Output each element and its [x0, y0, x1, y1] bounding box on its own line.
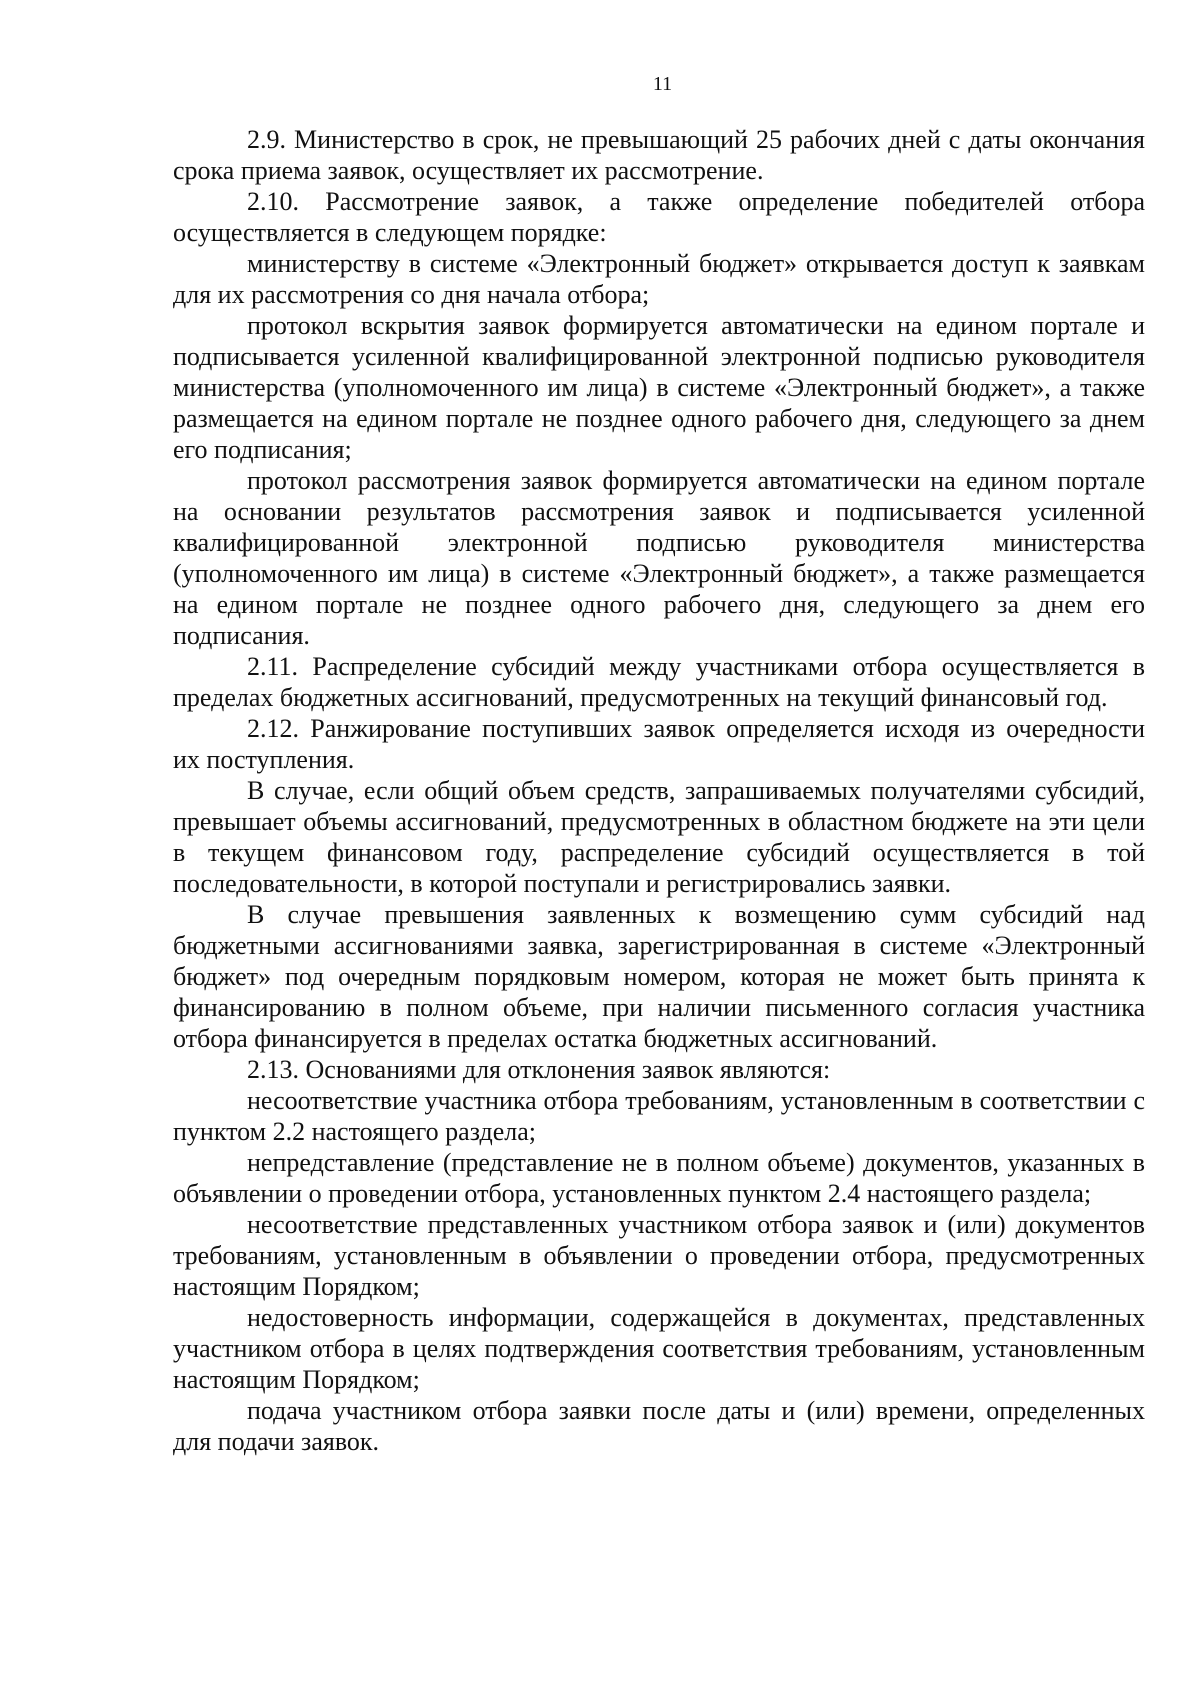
paragraph-distribution-order: В случае, если общий объем средств, запрашиваемых получателями субсидий, превышает объемы ассигнований, предусмотренных в областном бюджете на эти цели в текущем финансовом году, распределение субсидий осуществляется в той последовательности, в которой поступали и регистрировались заявки. [173, 776, 1145, 898]
paragraph-reason-late-submission: подача участником отбора заявки после даты и (или) времени, определенных для подачи заявок. [173, 1396, 1145, 1456]
paragraph-2-12: 2.12. Ранжирование поступивших заявок определяется исходя из очередности их поступления. [173, 714, 1145, 774]
paragraph-reason-nonconformity: несоответствие участника отбора требованиям, установленным в соответствии с пунктом 2.2 настоящего раздела; [173, 1086, 1145, 1146]
page-number: 11 [652, 73, 673, 95]
paragraph-review-protocol: протокол рассмотрения заявок формируется автоматически на едином портале на основании результатов рассмотрения заявок и подписывается усиленной квалифицированной электронной подписью руководителя министерства (уполномоченного им лица) в системе «Электронный бюджет», а также размещается на едином портале не позднее одного рабочего дня, следующего за днем его подписания. [173, 466, 1145, 650]
paragraph-2-13: 2.13. Основаниями для отклонения заявок являются: [247, 1055, 831, 1084]
paragraph-reason-missing-documents: непредставление (представление не в полном объеме) документов, указанных в объявлении о проведении отбора, установленных пунктом 2.4 настоящего раздела; [173, 1148, 1145, 1208]
paragraph-2-10: 2.10. Рассмотрение заявок, а также определение победителей отбора осуществляется в следующем порядке: [173, 187, 1145, 247]
paragraph-reason-noncompliant-documents: несоответствие представленных участником отбора заявок и (или) документов требованиям, установленным в объявлении о проведении отбора, предусмотренных настоящим Порядком; [173, 1210, 1145, 1301]
paragraph-access: министерству в системе «Электронный бюджет» открывается доступ к заявкам для их рассмотрения со дня начала отбора; [173, 249, 1145, 309]
paragraph-2-9: 2.9. Министерство в срок, не превышающий 25 рабочих дней с даты окончания срока приема заявок, осуществляет их рассмотрение. [173, 125, 1145, 185]
document-body [173, 124, 1145, 1457]
paragraph-opening-protocol: протокол вскрытия заявок формируется автоматически на едином портале и подписывается усиленной квалифицированной электронной подписью руководителя министерства (уполномоченного им лица) в системе «Электронный бюджет», а также размещается на едином портале не позднее одного рабочего дня, следующего за днем его подписания; [173, 311, 1145, 464]
paragraph-2-11: 2.11. Распределение субсидий между участниками отбора осуществляется в пределах бюджетных ассигнований, предусмотренных на текущий финансовый год. [173, 652, 1145, 712]
paragraph-excess-case: В случае превышения заявленных к возмещению сумм субсидий над бюджетными ассигнованиями заявка, зарегистрированная в системе «Электронный бюджет» под очередным порядковым номером, которая не может быть принята к финансированию в полном объеме, при наличии письменного согласия участника отбора финансируется в пределах остатка бюджетных ассигнований. [173, 900, 1145, 1053]
paragraph-reason-inaccurate-info: недостоверность информации, содержащейся в документах, представленных участником отбора в целях подтверждения соответствия требованиям, установленным настоящим Порядком; [173, 1303, 1145, 1394]
